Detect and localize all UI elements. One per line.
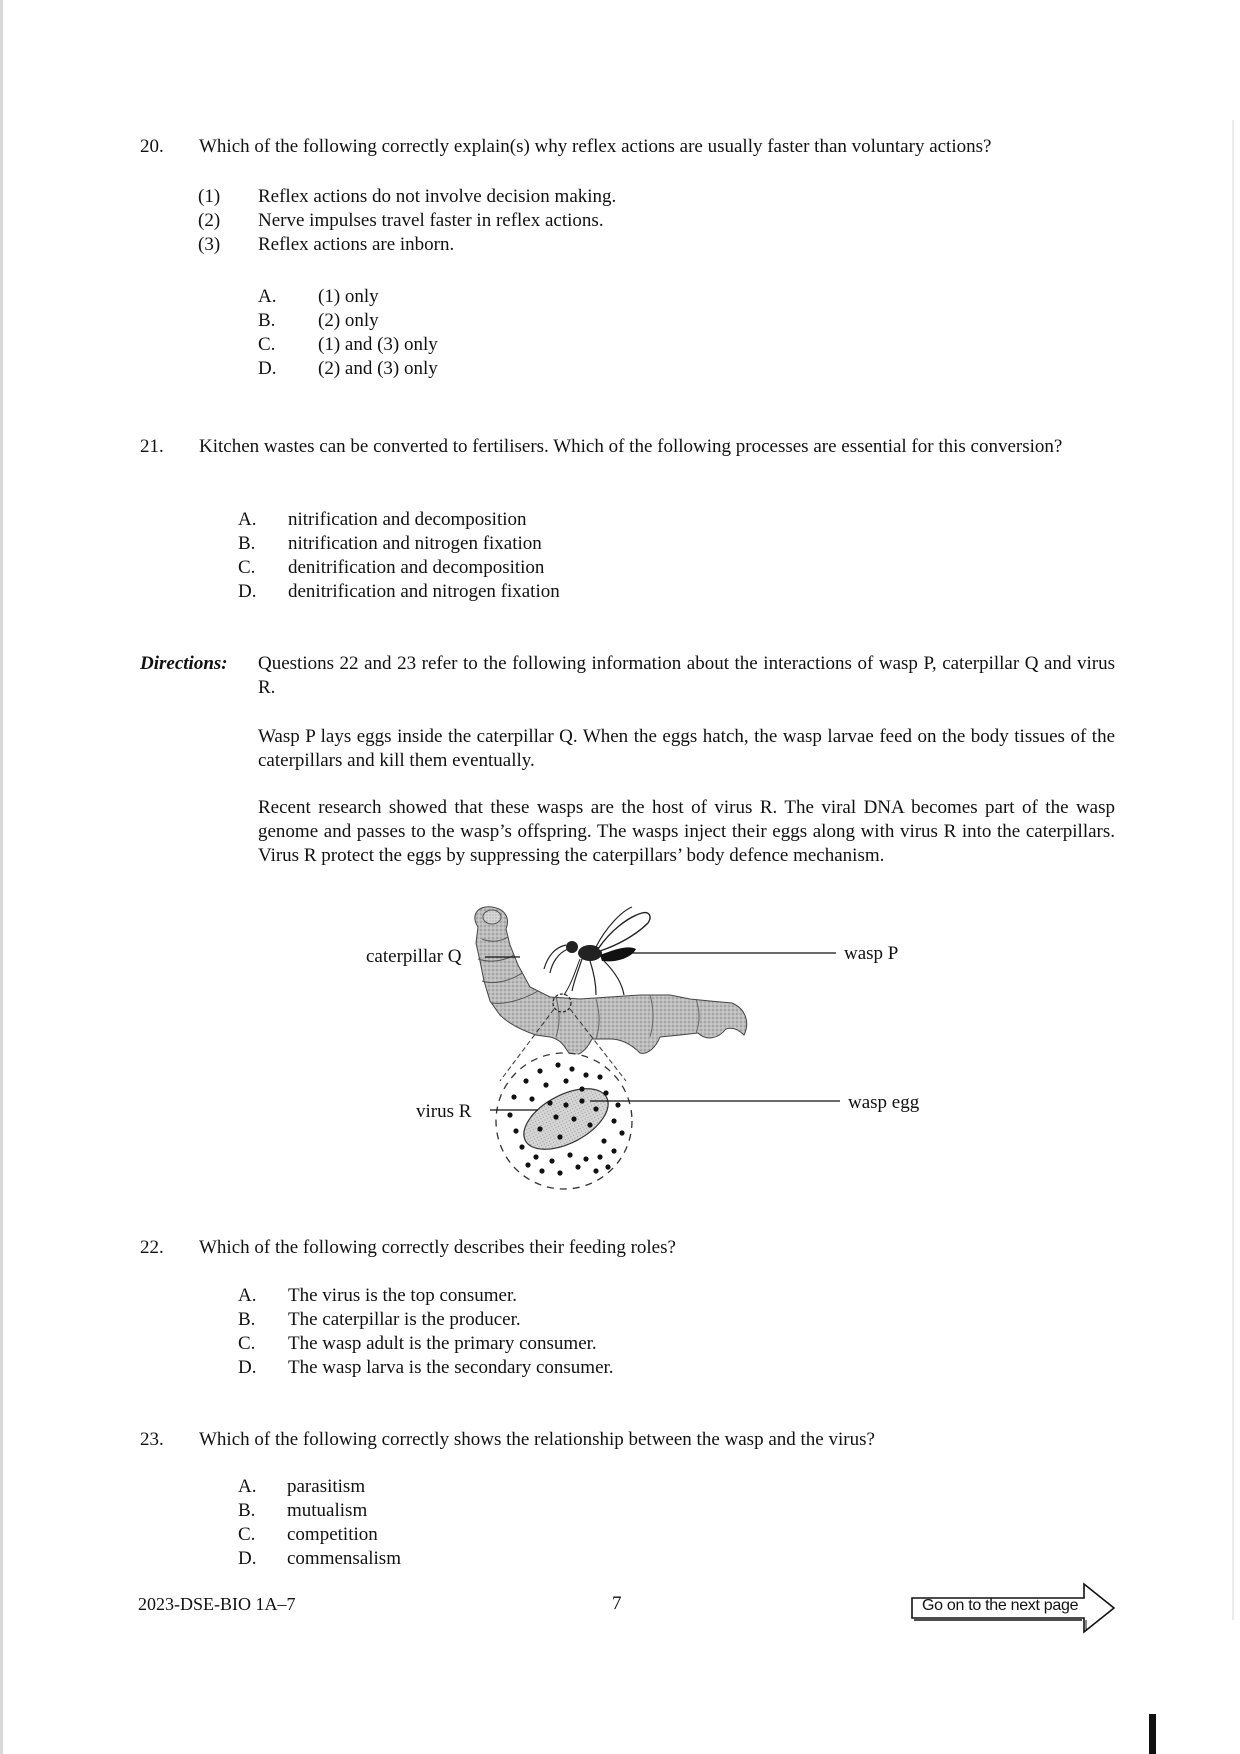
- option-text: denitrification and nitrogen fixation: [288, 581, 560, 602]
- statement-text: Reflex actions are inborn.: [258, 234, 455, 255]
- option-label: D.: [238, 581, 257, 602]
- option-text: mutualism: [287, 1500, 368, 1521]
- page-right-edge: [1232, 120, 1234, 1620]
- option-text: The virus is the top consumer.: [288, 1285, 518, 1306]
- option-text: parasitism: [287, 1476, 366, 1497]
- option-label: D.: [238, 1548, 257, 1569]
- paper-code: 2023-DSE-BIO 1A–7: [138, 1594, 296, 1614]
- page-left-edge: [0, 0, 3, 1754]
- option-text: (2) and (3) only: [318, 358, 438, 379]
- option-label: A.: [238, 509, 257, 530]
- option-label: C.: [238, 557, 256, 578]
- option-text: (1) and (3) only: [318, 334, 438, 355]
- option-label: C.: [238, 1333, 256, 1354]
- question-number: 20.: [140, 136, 164, 157]
- option-label: B.: [238, 1309, 256, 1330]
- option-label: B.: [238, 533, 256, 554]
- directions-paragraph: Questions 22 and 23 refer to the following information about the interactions of wasp P, caterpillar Q and virus R.: [258, 653, 1115, 698]
- question-text: Which of the following correctly describes their feeding roles?: [199, 1237, 676, 1258]
- option-text: (2) only: [318, 310, 379, 331]
- option-label: A.: [258, 286, 277, 307]
- statement-label: (2): [198, 210, 221, 231]
- option-text: denitrification and decomposition: [288, 557, 545, 578]
- caterpillar-wasp-diagram: [360, 905, 940, 1215]
- page-number: 7: [612, 1593, 622, 1614]
- question-number: 22.: [140, 1237, 164, 1258]
- caterpillar-body: [475, 907, 747, 1056]
- option-text: The caterpillar is the producer.: [288, 1309, 521, 1330]
- statement-text: Nerve impulses travel faster in reflex actions.: [258, 210, 604, 231]
- option-label: A.: [238, 1285, 257, 1306]
- corner-mark: [1149, 1714, 1156, 1754]
- question-number: 21.: [140, 436, 164, 457]
- caterpillar-label: caterpillar Q: [366, 946, 462, 967]
- statement-label: (3): [198, 234, 221, 255]
- option-text: nitrification and nitrogen fixation: [288, 533, 542, 554]
- option-text: competition: [287, 1524, 378, 1545]
- directions-label: Directions:: [140, 653, 228, 674]
- option-text: commensalism: [287, 1548, 401, 1569]
- question-number: 23.: [140, 1429, 164, 1450]
- question-22: [140, 1236, 1120, 1378]
- question-20: [140, 135, 1120, 385]
- option-label: D.: [238, 1357, 257, 1378]
- option-text: (1) only: [318, 286, 379, 307]
- option-label: A.: [238, 1476, 257, 1497]
- option-text: The wasp adult is the primary consumer.: [288, 1333, 597, 1354]
- option-label: C.: [238, 1524, 256, 1545]
- question-text: Which of the following correctly shows the relationship between the wasp and the virus?: [199, 1429, 875, 1450]
- virus-label: virus R: [416, 1101, 472, 1122]
- directions-paragraph: Wasp P lays eggs inside the caterpillar Q. When the eggs hatch, the wasp larvae feed on the body tissues of the caterpillars and kill them eventually.: [258, 726, 1115, 771]
- statement-label: (1): [198, 186, 221, 207]
- option-label: B.: [258, 310, 276, 331]
- option-text: nitrification and decomposition: [288, 509, 527, 530]
- egg-label: wasp egg: [848, 1092, 920, 1113]
- question-text: Kitchen wastes can be converted to fertilisers. Which of the following processes are essential for this conversion?: [199, 436, 1063, 457]
- option-label: D.: [258, 358, 277, 379]
- option-text: The wasp larva is the secondary consumer.: [288, 1357, 614, 1378]
- option-label: C.: [258, 334, 276, 355]
- directions-paragraph: Recent research showed that these wasps are the host of virus R. The viral DNA becomes part of the wasp genome and passes to the wasp’s offspring. The wasps inject their eggs along with virus R into the caterpillars. Virus R protect the eggs by suppressing the caterpillars’ body defence mechanism.: [258, 797, 1115, 866]
- question-21: [140, 435, 1120, 605]
- question-text: Which of the following correctly explain(s) why reflex actions are usually faster than voluntary actions?: [199, 136, 992, 157]
- statement-text: Reflex actions do not involve decision making.: [258, 186, 617, 207]
- question-23: [140, 1428, 1120, 1569]
- option-label: B.: [238, 1500, 256, 1521]
- wasp-label: wasp P: [844, 943, 899, 964]
- next-page-label: Go on to the next page: [922, 1597, 1079, 1614]
